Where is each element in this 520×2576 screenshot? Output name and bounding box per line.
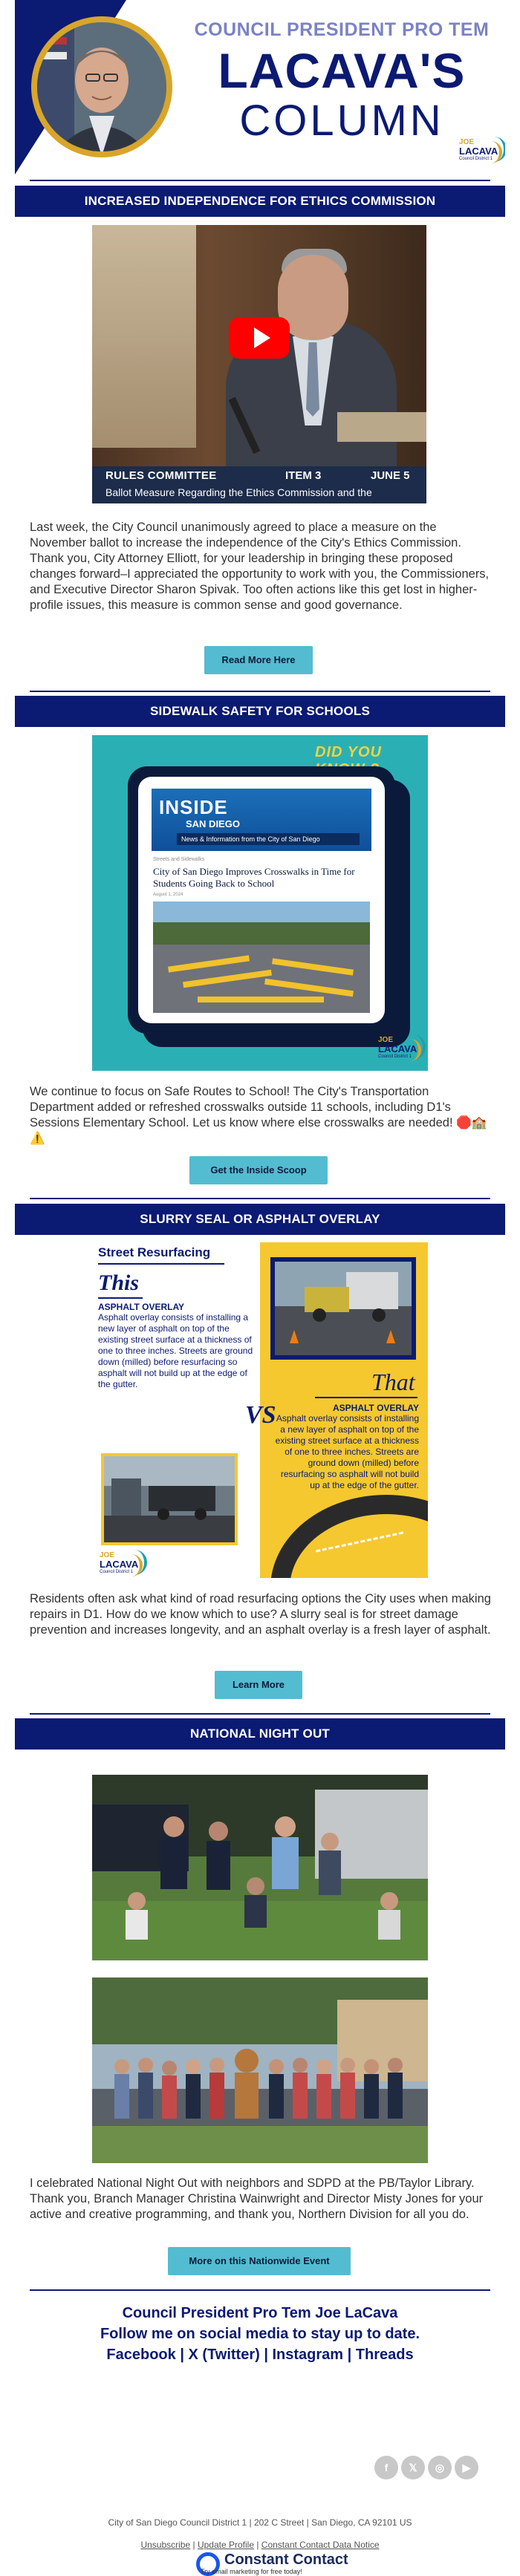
header-name: LACAVA'S <box>218 43 466 98</box>
unsubscribe-link[interactable]: Unsubscribe <box>140 2540 191 2550</box>
section-heading-resurfacing: SLURRY SEAL OR ASPHALT OVERLAY <box>15 1204 505 1235</box>
did-you-know-title: DID YOU <box>315 744 382 760</box>
section-body-resurfacing: Residents often ask what kind of road resurfacing options the City uses when making repairs in D1. How do we know which to use? A slurry seal is for street damage prevention and increases longevity, and an asphalt overlay is a fresh layer of asphalt. <box>30 1592 491 1637</box>
article-date: August 1, 2024 <box>153 893 183 897</box>
footer-social-links[interactable]: Facebook | X (Twitter) | Instagram | Threads <box>106 2347 414 2363</box>
right-photo <box>270 1257 416 1360</box>
header-banner <box>15 0 505 175</box>
video-thumbnail[interactable] <box>92 225 426 503</box>
left-heading: ASPHALT OVERLAY <box>98 1302 185 1312</box>
youtube-icon[interactable]: ▶ <box>455 2456 478 2479</box>
article-card <box>138 777 385 1023</box>
section-heading-sidewalk: SIDEWALK SAFETY FOR SCHOOLS <box>15 696 505 727</box>
header-subtitle: COLUMN <box>239 97 444 145</box>
divider <box>30 691 490 692</box>
nationwide-event-button[interactable]: More on this Nationwide Event <box>168 2247 351 2275</box>
section-body-night-out: I celebrated National Night Out with neighbors and SDPD at the PB/Taylor Library. Thank you, Branch Manager Christina Wainwright and Director Misty Jones for your active and creative programming, and thank you, Northern Division for all you do. <box>30 2176 484 2221</box>
instagram-icon[interactable]: ◎ <box>428 2456 452 2479</box>
left-description: Asphalt overlay consists of installing a new layer of asphalt on top of the existing street surface at a thickness of one to three inches. Streets are ground down (milled) before resurfacing so asphalt will not build up at the edge of the gutter. <box>98 1312 253 1389</box>
resurfacing-title: Street Resurfacing <box>98 1245 211 1259</box>
footer-links: Unsubscribe | Update Profile | Constant Contact Data Notice <box>140 2540 380 2550</box>
video-caption-date: JUNE 5 <box>371 469 410 482</box>
resurfacing-graphic[interactable] <box>92 1242 428 1578</box>
this-label: This <box>98 1271 140 1295</box>
x-twitter-icon[interactable]: 𝕏 <box>401 2456 425 2479</box>
update-profile-link[interactable]: Update Profile <box>197 2540 254 2550</box>
vs-label: VS <box>245 1401 276 1429</box>
header-tagline: COUNCIL PRESIDENT PRO TEM <box>194 19 490 40</box>
inside-scoop-button[interactable]: Get the Inside Scoop <box>189 1156 328 1184</box>
constant-contact-tagline: Try email marketing for free today! <box>201 2568 302 2575</box>
night-out-photo-2 <box>92 1977 428 2163</box>
learn-more-button[interactable]: Learn More <box>215 1671 302 1699</box>
video-caption-item: ITEM 3 <box>285 469 322 482</box>
divider <box>30 1198 490 1199</box>
lacava-logo: JOE LACAVA Council District 1 <box>378 1036 423 1063</box>
article-title: City of San Diego Improves Crosswalks in Time for Students Going Back to School <box>153 866 355 889</box>
night-out-photo-1 <box>92 1775 428 1960</box>
left-photo <box>101 1453 238 1545</box>
lacava-logo: JOE LACAVA Council District 1 <box>459 138 504 165</box>
section-body-ethics: Last week, the City Council unanimously agreed to place a measure on the November ballot to increase the independence of the City's Ethics Commission. Thank you, City Attorney Elliott, for your leadership in bringing these proposed changes forward–I appreciated the opportunity to work with you, the Commissioners, and Executive Director Sharon Spivak. Too often actions like this get lost in higher-profile issues, this measure is common sense and good governance. <box>30 521 490 612</box>
article-category: Streets and Sidewalks <box>153 857 205 862</box>
video-caption-committee: RULES COMMITTEE <box>105 469 217 482</box>
section-heading-ethics: INCREASED INDEPENDENCE FOR ETHICS COMMISSION <box>15 186 505 217</box>
footer-name: Council President Pro Tem Joe LaCava <box>122 2305 398 2321</box>
constant-contact-brand[interactable]: Constant Contact <box>224 2551 348 2568</box>
play-triangle-icon <box>254 327 270 348</box>
video-caption-subject: Ballot Measure Regarding the Ethics Commission and the <box>105 486 372 498</box>
right-heading: ASPHALT OVERLAY <box>332 1403 419 1413</box>
section-heading-night-out: NATIONAL NIGHT OUT <box>15 1718 505 1750</box>
crosswalk-photo <box>153 901 370 1013</box>
that-label: That <box>371 1369 415 1395</box>
right-description: Asphalt overlay consists of installing a new layer of asphalt on top of the existing street surface at a thickness of one to three inches. Streets are ground down (milled) before resurfacing so asphalt will not build up at the edge of the gutter. <box>275 1413 419 1490</box>
did-you-know-graphic[interactable] <box>92 735 428 1071</box>
section-body-sidewalk: We continue to focus on Safe Routes to School! The City's Transportation Department added or refreshed crosswalks outside 11 schools, including D1's Sessions Elementary School. Let us know where else crosswalks are needed! 🛑🏫⚠️ <box>30 1085 487 1145</box>
divider <box>30 180 490 181</box>
lacava-logo: JOE LACAVA Council District 1 <box>100 1551 144 1578</box>
inside-sd-banner: INSIDE SAN DIEGO News & Information from the City of San Diego <box>152 789 371 851</box>
footer-address: City of San Diego Council District 1 | 202 C Street | San Diego, CA 92101 US <box>108 2517 412 2528</box>
data-notice-link[interactable]: Constant Contact Data Notice <box>261 2540 380 2550</box>
facebook-icon[interactable]: f <box>374 2456 398 2479</box>
read-more-button[interactable]: Read More Here <box>204 646 313 674</box>
portrait-photo <box>37 22 166 151</box>
divider <box>30 1713 490 1715</box>
divider <box>30 2289 490 2291</box>
footer-follow: Follow me on social media to stay up to date. <box>100 2326 420 2342</box>
